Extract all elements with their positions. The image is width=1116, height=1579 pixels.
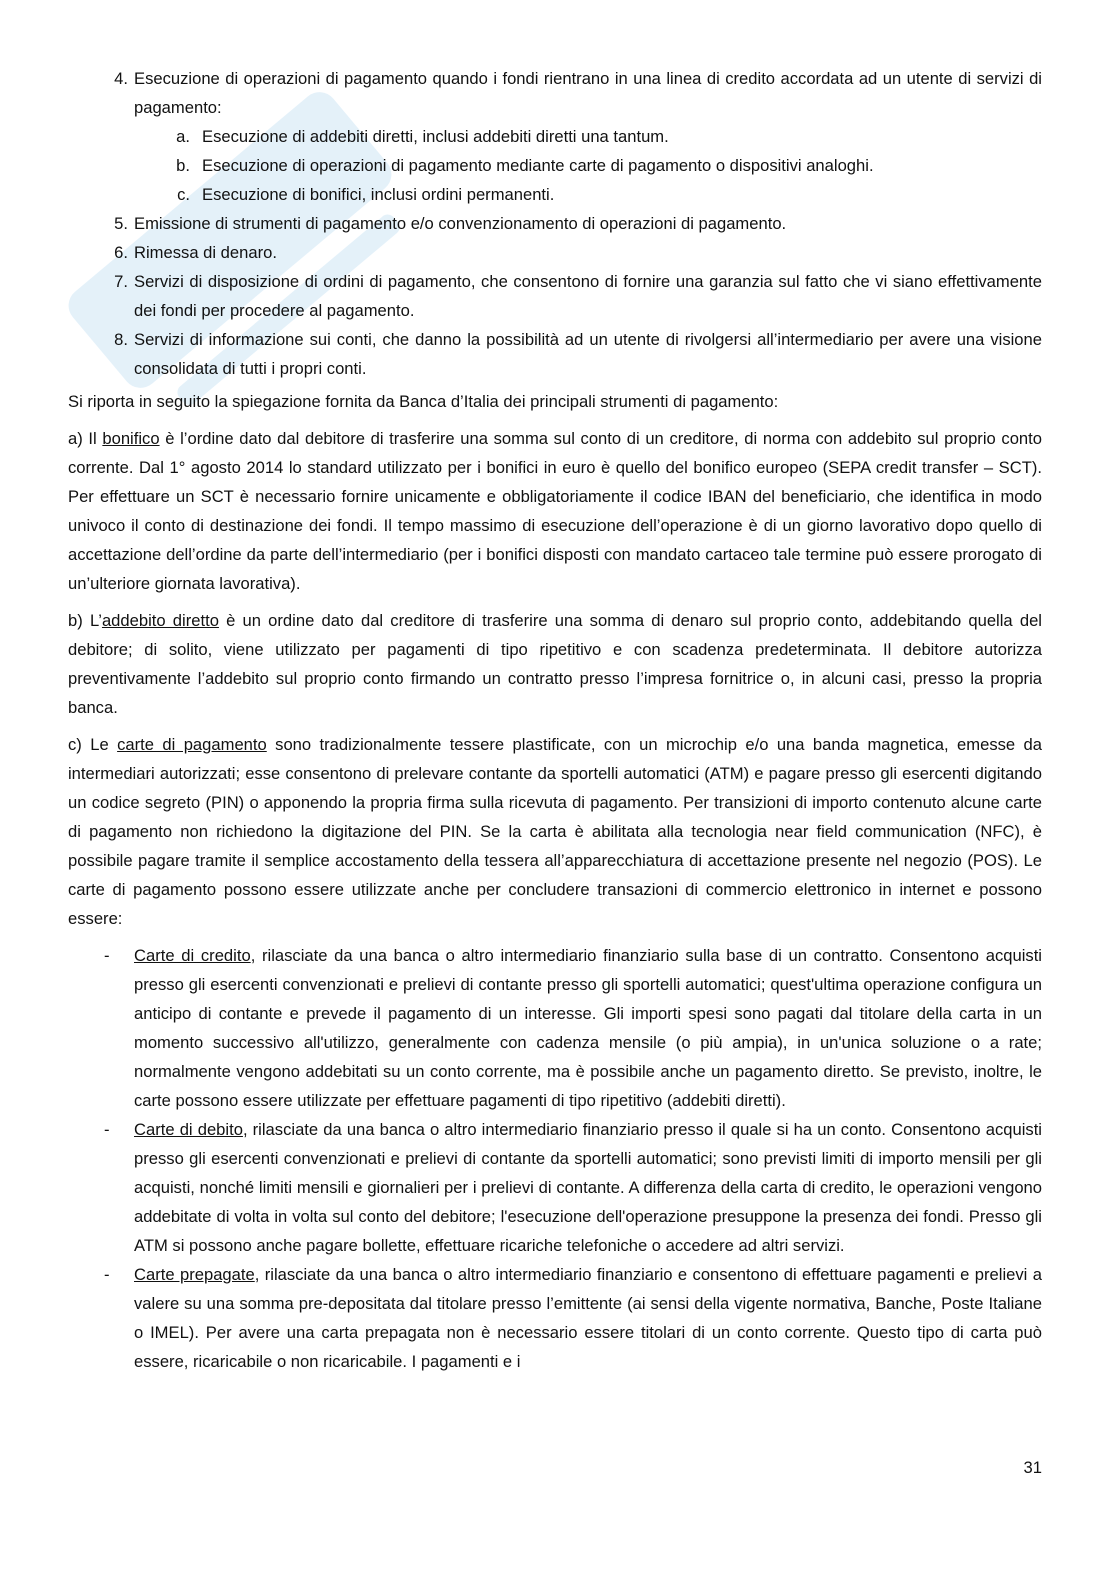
sub-list-letter: c. xyxy=(177,185,190,204)
sub-list-letter: b. xyxy=(176,156,190,175)
list-item xyxy=(68,325,1042,383)
list-item-text: , rilasciate da una banca o altro intermediario finanziario e consentono di effettuare pagamenti e prelievi a valere su una somma pre-depositata dal titolare presso l’emittente (ai sensi della vigente normativa, Banche, Poste Italiane o IMEL). Per avere una carta prepagata non è necessario essere titolari di un conto corrente. Questo tipo di carta può essere, ricaricabile o non ricaricabile. I pagamenti e i xyxy=(134,1265,1042,1371)
document-page xyxy=(68,64,1042,1376)
list-item xyxy=(68,209,1042,238)
list-number: 8. xyxy=(114,330,128,349)
numbered-list xyxy=(68,64,1042,383)
page-number: 31 xyxy=(1023,1458,1042,1477)
paragraph-prefix: b) L’ xyxy=(68,611,102,630)
list-item-text: Servizi di informazione sui conti, che danno la possibilità ad un utente di rivolgersi all’intermediario per avere una visione consolidata di tutti i propri conti. xyxy=(134,330,1042,378)
sub-list-item-text: Esecuzione di addebiti diretti, inclusi addebiti diretti una tantum. xyxy=(202,127,669,146)
paragraph-bonifico xyxy=(68,424,1042,598)
term-addebito-diretto: addebito diretto xyxy=(101,611,219,630)
list-item xyxy=(68,1115,1042,1260)
list-number: 4. xyxy=(114,69,128,88)
list-item xyxy=(68,238,1042,267)
list-item-text: Emissione di strumenti di pagamento e/o convenzionamento di operazioni di pagamento. xyxy=(134,214,787,233)
list-number: 5. xyxy=(114,214,128,233)
list-item-text: Servizi di disposizione di ordini di pagamento, che consentono di fornire una garanzia sul fatto che vi siano effettivamente dei fondi per procedere al pagamento. xyxy=(134,272,1042,320)
term-carte-di-debito: Carte di debito xyxy=(134,1120,243,1139)
card-types-list xyxy=(68,941,1042,1376)
paragraph-prefix: a) Il xyxy=(68,429,103,448)
sub-list-item-text: Esecuzione di bonifici, inclusi ordini permanenti. xyxy=(202,185,555,204)
list-item-text: Rimessa di denaro. xyxy=(134,243,277,262)
list-item-text: , rilasciate da una banca o altro intermediario finanziario presso il quale si ha un conto. Consentono acquisti presso gli esercenti convenzionati e prelievi di contante da sportelli automatici; sono previsti limiti di importo mensili per gli acquisti, nonché limiti mensili e giornalieri per i prelievi di contante. A differenza della carta di credito, le operazioni vengono addebitate di volta in volta sul conto del debitore; l'esecuzione dell'operazione presuppone la presenza dei fondi. Presso gli ATM si possono anche pagare bollette, effettuare ricariche telefoniche o accedere ad altri servizi. xyxy=(134,1120,1042,1255)
list-item xyxy=(68,267,1042,325)
term-carte-prepagate: Carte prepagate xyxy=(134,1265,255,1284)
sub-list-item xyxy=(68,180,1042,209)
list-item xyxy=(68,1260,1042,1376)
paragraph-prefix: c) Le xyxy=(68,735,118,754)
sub-list-item-text: Esecuzione di operazioni di pagamento mediante carte di pagamento o dispositivi analoghi. xyxy=(202,156,874,175)
list-item xyxy=(68,941,1042,1115)
dash-bullet: - xyxy=(104,1120,110,1139)
sub-list-letter: a. xyxy=(176,127,190,146)
sub-list-item xyxy=(68,122,1042,151)
dash-bullet: - xyxy=(104,1265,110,1284)
term-carte-di-credito: Carte di credito xyxy=(134,946,251,965)
paragraph-text: sono tradizionalmente tessere plastificate, con un microchip e/o una banda magnetica, emesse da intermediari autorizzati; esse consentono di prelevare contante da sportelli automatici (ATM) e pagare presso gli esercenti digitando un codice segreto (PIN) o apponendo la propria firma sulla ricevuta di pagamento. Per transizioni di importo contenuto alcune carte di pagamento non richiedono la digitazione del PIN. Se la carta è abilitata alla tecnologia near field communication (NFC), è possibile pagare tramite il semplice accostamento della tessera all’apparecchiatura di accettazione presente nel negozio (POS). Le carte di pagamento possono essere utilizzate anche per concludere transazioni di commercio elettronico in internet e possono essere: xyxy=(68,735,1042,928)
term-carte-di-pagamento: carte di pagamento xyxy=(117,735,267,754)
list-item-text: Esecuzione di operazioni di pagamento quando i fondi rientrano in una linea di credito accordata ad un utente di servizi di pagamento: xyxy=(134,69,1042,117)
list-item-text: , rilasciate da una banca o altro intermediario finanziario sulla base di un contratto. Consentono acquisti presso gli esercenti convenzionati e prelievi di contante presso gli sportelli automatici; quest'ultima operazione configura un anticipo di contante e prevede il pagamento di un interesse. Gli importi spesi sono pagati dal titolare della carta in un momento successivo all'utilizzo, generalmente con cadenza mensile (o più ampia), in un'unica soluzione o a rate; normalmente vengono addebitati su un conto corrente, ma è possibile anche un pagamento diretto. Se previsto, inoltre, le carte possono essere utilizzate per effettuare pagamenti di tipo ripetitivo (addebiti diretti). xyxy=(134,946,1042,1110)
list-item xyxy=(68,64,1042,122)
paragraph-text: è un ordine dato dal creditore di trasferire una somma di denaro sul proprio conto, addebitando quella del debitore; di solito, viene utilizzato per pagamenti di tipo ripetitivo e con scadenza predeterminata. Il debitore autorizza preventivamente l’addebito sul proprio conto firmando un contratto presso l’impresa fornitrice o, in alcuni casi, presso la propria banca. xyxy=(68,611,1042,717)
sub-list-item xyxy=(68,151,1042,180)
intro-paragraph: Si riporta in seguito la spiegazione fornita da Banca d’Italia dei principali strumenti di pagamento: xyxy=(68,392,779,411)
paragraph-addebito-diretto xyxy=(68,606,1042,722)
paragraph-carte-di-pagamento xyxy=(68,730,1042,933)
list-number: 7. xyxy=(114,272,128,291)
dash-bullet: - xyxy=(104,946,110,965)
list-number: 6. xyxy=(114,243,128,262)
term-bonifico: bonifico xyxy=(102,429,160,448)
paragraph-text: è l’ordine dato dal debitore di trasferire una somma sul conto di un creditore, di norma con addebito sul proprio conto corrente. Dal 1° agosto 2014 lo standard utilizzato per i bonifici in euro è quello del bonifico europeo (SEPA credit transfer – SCT). Per effettuare un SCT è necessario fornire unicamente e obbligatoriamente il codice IBAN del beneficiario, che identifica in modo univoco il conto di destinazione dei fondi. Il tempo massimo di esecuzione dell’operazione è di un giorno lavorativo dopo quello di accettazione dell’ordine da parte dell’intermediario (per i bonifici disposti con mandato cartaceo tale termine può essere prorogato di un’ulteriore giornata lavorativa). xyxy=(68,429,1042,593)
